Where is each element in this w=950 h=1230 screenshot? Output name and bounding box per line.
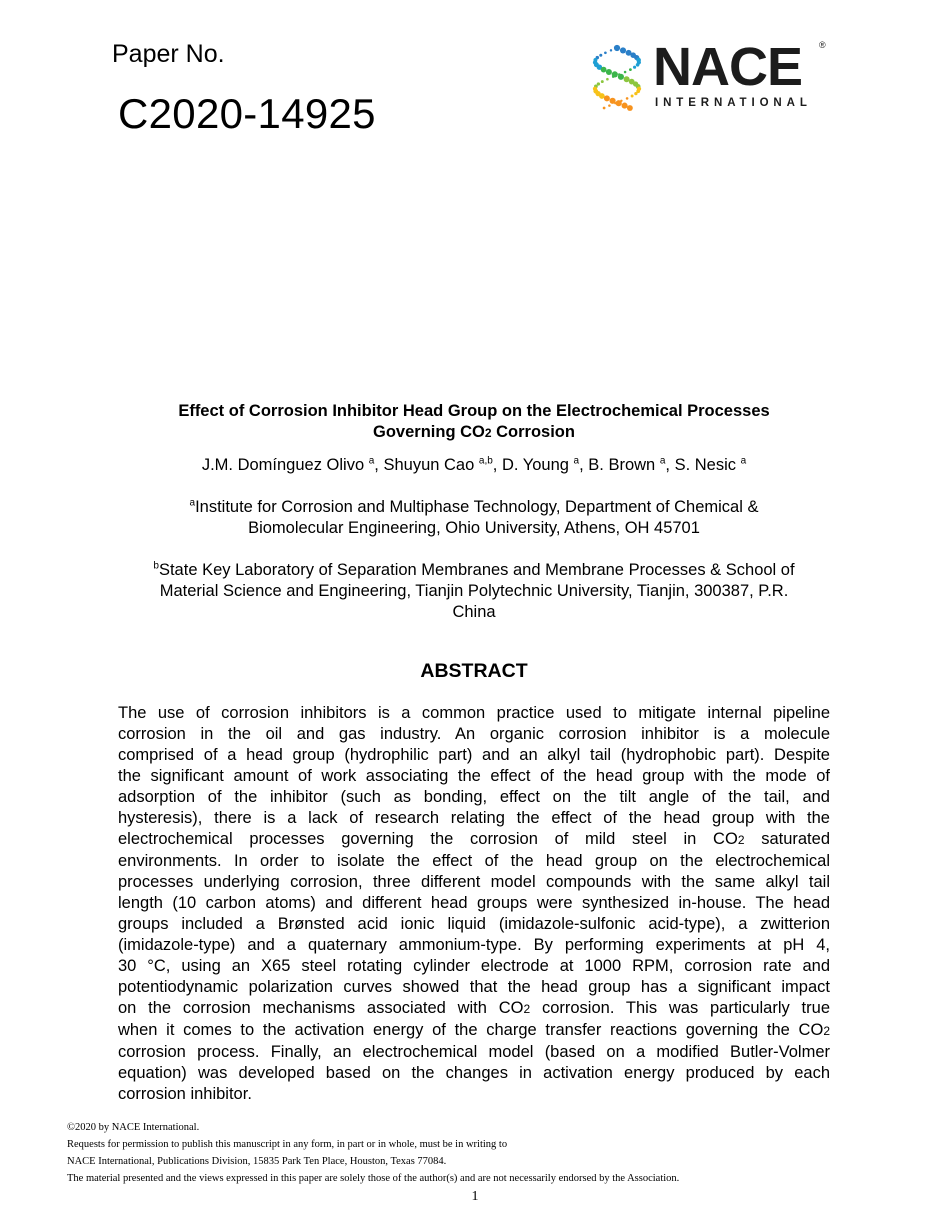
logo-dot bbox=[604, 95, 610, 101]
affiliation-line: $^b$State Key Laboratory of Separation Membranes and Membrane Processes & School of bbox=[153, 560, 795, 579]
abstract-line: corrosion in the oil and gas industry. An organic corrosion inhibitor is a molecule bbox=[118, 725, 830, 743]
abstract-line: the significant amount of work associating the effect of the head group with the mode of bbox=[118, 767, 830, 785]
abstract-line: environments. In order to isolate the effect of the head group on the electrochemical bbox=[118, 852, 830, 870]
logo-dot bbox=[601, 67, 607, 73]
abstract-line: electrochemical processes governing the corrosion of mild steel in CO2 saturated bbox=[118, 830, 830, 848]
author-affiliation-mark: a,b bbox=[478, 455, 493, 467]
abstract-line: corrosion process. Finally, an electrochemical model (based on a modified Butler-Volmer bbox=[118, 1043, 830, 1061]
title-line-2: Governing CO2 Corrosion bbox=[373, 423, 575, 441]
author-name: S. Nesic bbox=[674, 456, 736, 474]
author-name: D. Young bbox=[501, 456, 569, 474]
logo-dot bbox=[624, 71, 627, 74]
affiliation-line: Material Science and Engineering, Tianjin Polytechnic University, Tianjin, 300387, P.R. bbox=[159, 582, 789, 600]
author-affiliation-mark: a bbox=[740, 455, 747, 467]
abstract-line: comprised of a head group (hydrophilic part) and an alkyl tail (hydrophobic part). Despite bbox=[118, 746, 830, 764]
abstract-line: adsorption of the inhibitor (such as bonding, effect on the tilt angle of the tail, and bbox=[118, 788, 830, 806]
logo-dot bbox=[606, 78, 609, 81]
abstract-line: processes underlying corrosion, three different model compounds with the same alkyl tail bbox=[118, 873, 830, 891]
abstract-line: potentiodynamic polarization curves showed that the head group has a significant impact bbox=[118, 978, 830, 996]
logo-dot bbox=[618, 74, 624, 80]
logo-dot bbox=[616, 47, 618, 49]
logo-dot bbox=[624, 76, 630, 82]
author-name: B. Brown bbox=[588, 456, 656, 474]
author-name: J.M. Domínguez Olivo bbox=[201, 456, 365, 474]
paper-number-label: Paper No. bbox=[112, 40, 225, 68]
logo-dot bbox=[603, 107, 606, 110]
logo-dot bbox=[610, 49, 612, 51]
logo-dot bbox=[614, 102, 616, 104]
author-affiliation-mark: a bbox=[573, 455, 580, 467]
paper-number: C2020-14925 bbox=[118, 90, 376, 137]
affiliation-line: China bbox=[452, 603, 496, 621]
affiliation-a bbox=[118, 497, 830, 539]
logo-dot bbox=[612, 76, 614, 78]
permission-notice: Requests for permission to publish this manuscript in any form, in part or in whole, must be in writing to bbox=[67, 1139, 508, 1150]
logo-dot bbox=[604, 51, 607, 54]
paper-title bbox=[118, 401, 830, 444]
abstract-heading: ABSTRACT bbox=[420, 660, 528, 682]
copyright-footer bbox=[67, 1119, 679, 1187]
logo-dot bbox=[620, 47, 626, 53]
abstract-line: The use of corrosion inhibitors is a common practice used to mitigate internal pipeline bbox=[118, 704, 830, 722]
page-number: 1 bbox=[471, 1189, 479, 1204]
disclaimer: The material presented and the views expressed in this paper are solely those of the author(s) and are not necessarily endorsed by the Association. bbox=[67, 1173, 680, 1184]
abstract-body bbox=[118, 703, 830, 1105]
logo-dot bbox=[608, 104, 611, 107]
abstract-line: (imidazole-type) and a quaternary ammonium-type. By performing experiments at pH 4, bbox=[118, 936, 830, 954]
abstract-line: when it comes to the activation energy of the charge transfer reactions governing the CO2 bbox=[118, 1021, 830, 1039]
logo-dot bbox=[631, 95, 634, 98]
logo-dot bbox=[634, 92, 637, 95]
registered-mark: ® bbox=[819, 40, 826, 50]
copyright-notice: ©2020 by NACE International. bbox=[67, 1122, 200, 1133]
logo-dot bbox=[606, 69, 612, 75]
affiliation-line: Biomolecular Engineering, Ohio University, Athens, OH 45701 bbox=[248, 519, 700, 537]
logo-dot bbox=[616, 100, 622, 106]
abstract-line: corrosion inhibitor. bbox=[118, 1085, 252, 1103]
nace-logo-mark-icon bbox=[587, 42, 651, 114]
nace-logo bbox=[587, 37, 832, 114]
author-name: Shuyun Cao bbox=[383, 456, 475, 474]
author-list: J.M. Domínguez Olivo $^a$, Shuyun Cao $^{a,b}$, D. Young $^a$, B. Brown $^a$, S. Nesic $^a$ bbox=[201, 455, 747, 474]
logo-dot bbox=[633, 66, 636, 69]
affiliation-line: $^a$Institute for Corrosion and Multiphase Technology, Department of Chemical & bbox=[189, 497, 759, 516]
logo-dot bbox=[622, 103, 628, 109]
abstract-line: hysteresis), there is a lack of research relating the effect of the head group with the bbox=[118, 809, 830, 827]
logo-dot bbox=[629, 68, 632, 71]
logo-dot bbox=[626, 97, 629, 100]
affiliation-b bbox=[118, 560, 830, 623]
author-affiliation-mark: a bbox=[368, 455, 375, 467]
logo-dot bbox=[601, 80, 604, 83]
logo-dot bbox=[636, 63, 640, 67]
permission-address: NACE International, Publications Division, 15835 Park Ten Place, Houston, Texas 77084. bbox=[67, 1156, 447, 1167]
abstract-line: on the corrosion mechanisms associated with CO2 corrosion. This was particularly true bbox=[118, 999, 830, 1017]
title-line-1: Effect of Corrosion Inhibitor Head Group on the Electrochemical Processes bbox=[178, 402, 770, 420]
logo-subtitle: INTERNATIONAL bbox=[655, 97, 812, 109]
logo-dot bbox=[627, 105, 633, 111]
logo-dot bbox=[599, 93, 605, 99]
abstract-line: 30 °C, using an X65 steel rotating cylinder electrode at 1000 RPM, corrosion rate and bbox=[118, 957, 830, 975]
abstract-line: equation) was developed based on the changes in activation energy produced by each bbox=[118, 1064, 830, 1082]
abstract-line: groups included a Brønsted acid ionic liquid (imidazole-sulfonic acid-type), a zwitterion bbox=[118, 915, 830, 933]
author-affiliation-mark: a bbox=[659, 455, 666, 467]
abstract-line: length (10 carbon atoms) and different head groups were synthesized in-house. The head bbox=[118, 894, 830, 912]
logo-dot bbox=[599, 54, 602, 57]
logo-wordmark: NACE bbox=[653, 37, 803, 97]
